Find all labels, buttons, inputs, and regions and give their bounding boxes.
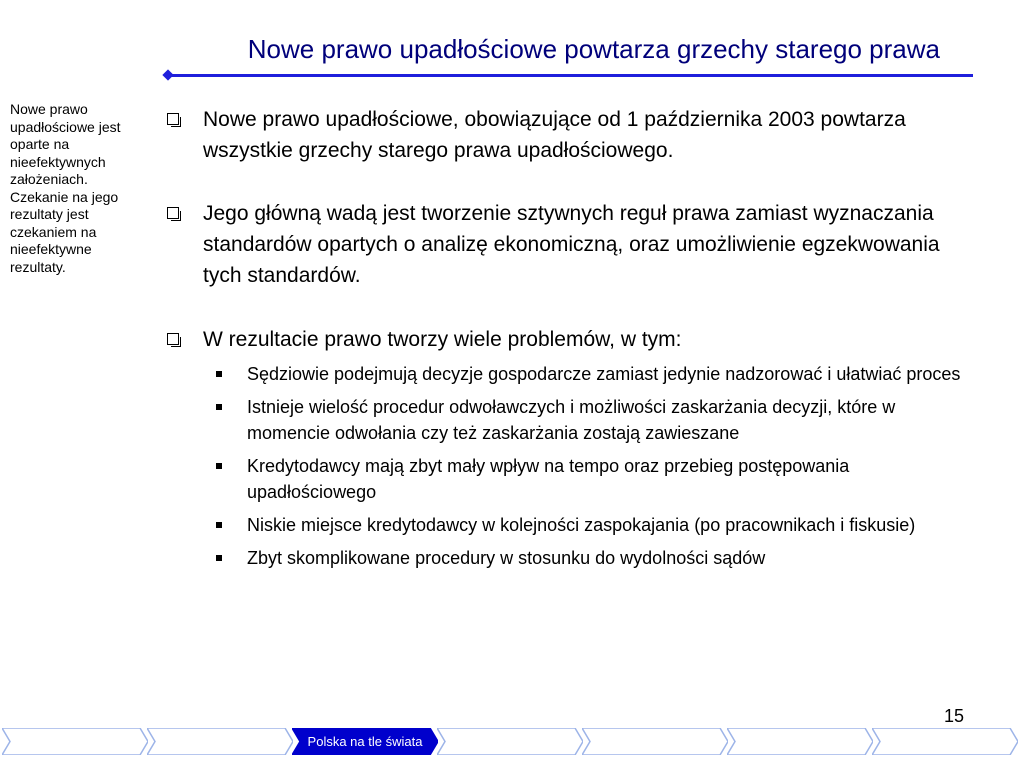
side-note-line: rezultaty. <box>10 258 66 275</box>
side-note-line: Czekanie na jego <box>10 188 119 205</box>
square-bullet-icon <box>216 555 222 561</box>
sub-bullet-item <box>163 453 963 505</box>
side-note-line: założeniach. <box>10 171 88 187</box>
sub-bullet-text: Kredytodawcy mają zbyt mały wpływ na tempo oraz przebieg postępowania upadłościowego <box>247 456 850 502</box>
side-note-line: Nowe prawo <box>10 101 88 117</box>
side-note <box>10 101 150 276</box>
sub-bullet-item <box>163 394 963 446</box>
page-number: 15 <box>943 706 964 726</box>
sub-bullet-item <box>163 361 963 387</box>
nav-tab-4[interactable] <box>437 728 583 755</box>
sub-bullet-text: Niskie miejsce kredytodawcy w kolejności zaspokajania (po pracownikach i fiskusie) <box>247 515 916 535</box>
square-bullet-icon <box>216 463 222 469</box>
section-navigation-bar <box>0 728 1024 755</box>
checkbox-bullet-icon <box>167 113 179 125</box>
nav-tab-active[interactable] <box>292 728 438 755</box>
nav-tab-5[interactable] <box>582 728 728 755</box>
bullet-item <box>163 324 963 355</box>
slide-title: Nowe prawo upadłościowe powtarza grzechy starego prawa <box>247 34 940 64</box>
nav-tab-1[interactable] <box>2 728 148 755</box>
square-bullet-icon <box>216 371 222 377</box>
square-bullet-icon <box>216 522 222 528</box>
checkbox-bullet-icon <box>167 207 179 219</box>
sub-bullet-list <box>163 361 963 571</box>
sub-bullet-text: Zbyt skomplikowane procedury w stosunku do wydolności sądów <box>247 548 766 568</box>
bullet-text: Nowe prawo upadłościowe, obowiązujące od 1 października 2003 powtarza wszystkie grzechy starego prawa upadłościowego. <box>203 108 906 162</box>
bullet-text: W rezultacie prawo tworzy wiele problemów, w tym: <box>203 328 682 351</box>
bullet-list <box>163 104 963 578</box>
side-note-line: oparte na <box>10 136 70 152</box>
side-note-line: nieefektywne <box>10 241 92 257</box>
nav-tab-2[interactable] <box>147 728 293 755</box>
side-note-line: rezultaty jest <box>10 206 89 222</box>
side-note-line: upadłościowe jest <box>10 118 121 135</box>
sub-bullet-text: Istnieje wielość procedur odwoławczych i możliwości zaskarżania decyzji, które w momencie odwołania czy też zaskarżania zostają zawieszane <box>247 397 896 443</box>
title-underline <box>170 74 973 77</box>
sub-bullet-text: Sędziowie podejmują decyzje gospodarcze zamiast jedynie nadzorować i ułatwiać proces <box>247 364 961 384</box>
square-bullet-icon <box>216 404 222 410</box>
bullet-text: Jego główną wadą jest tworzenie sztywnych reguł prawa zamiast wyznaczania standardów opartych o analizę ekonomiczną, oraz umożliwienie egzekwowania tych standardów. <box>203 202 940 287</box>
sub-bullet-item <box>163 512 963 538</box>
side-note-line: nieefektywnych <box>10 153 106 170</box>
bullet-item <box>163 198 963 291</box>
nav-tab-active-label: Polska na tle świata <box>307 734 423 749</box>
sub-bullet-item <box>163 545 963 571</box>
checkbox-bullet-icon <box>167 333 179 345</box>
side-note-line: czekaniem na <box>10 223 97 240</box>
nav-tab-7[interactable] <box>872 728 1018 755</box>
nav-tab-6[interactable] <box>727 728 873 755</box>
bullet-item <box>163 104 963 166</box>
